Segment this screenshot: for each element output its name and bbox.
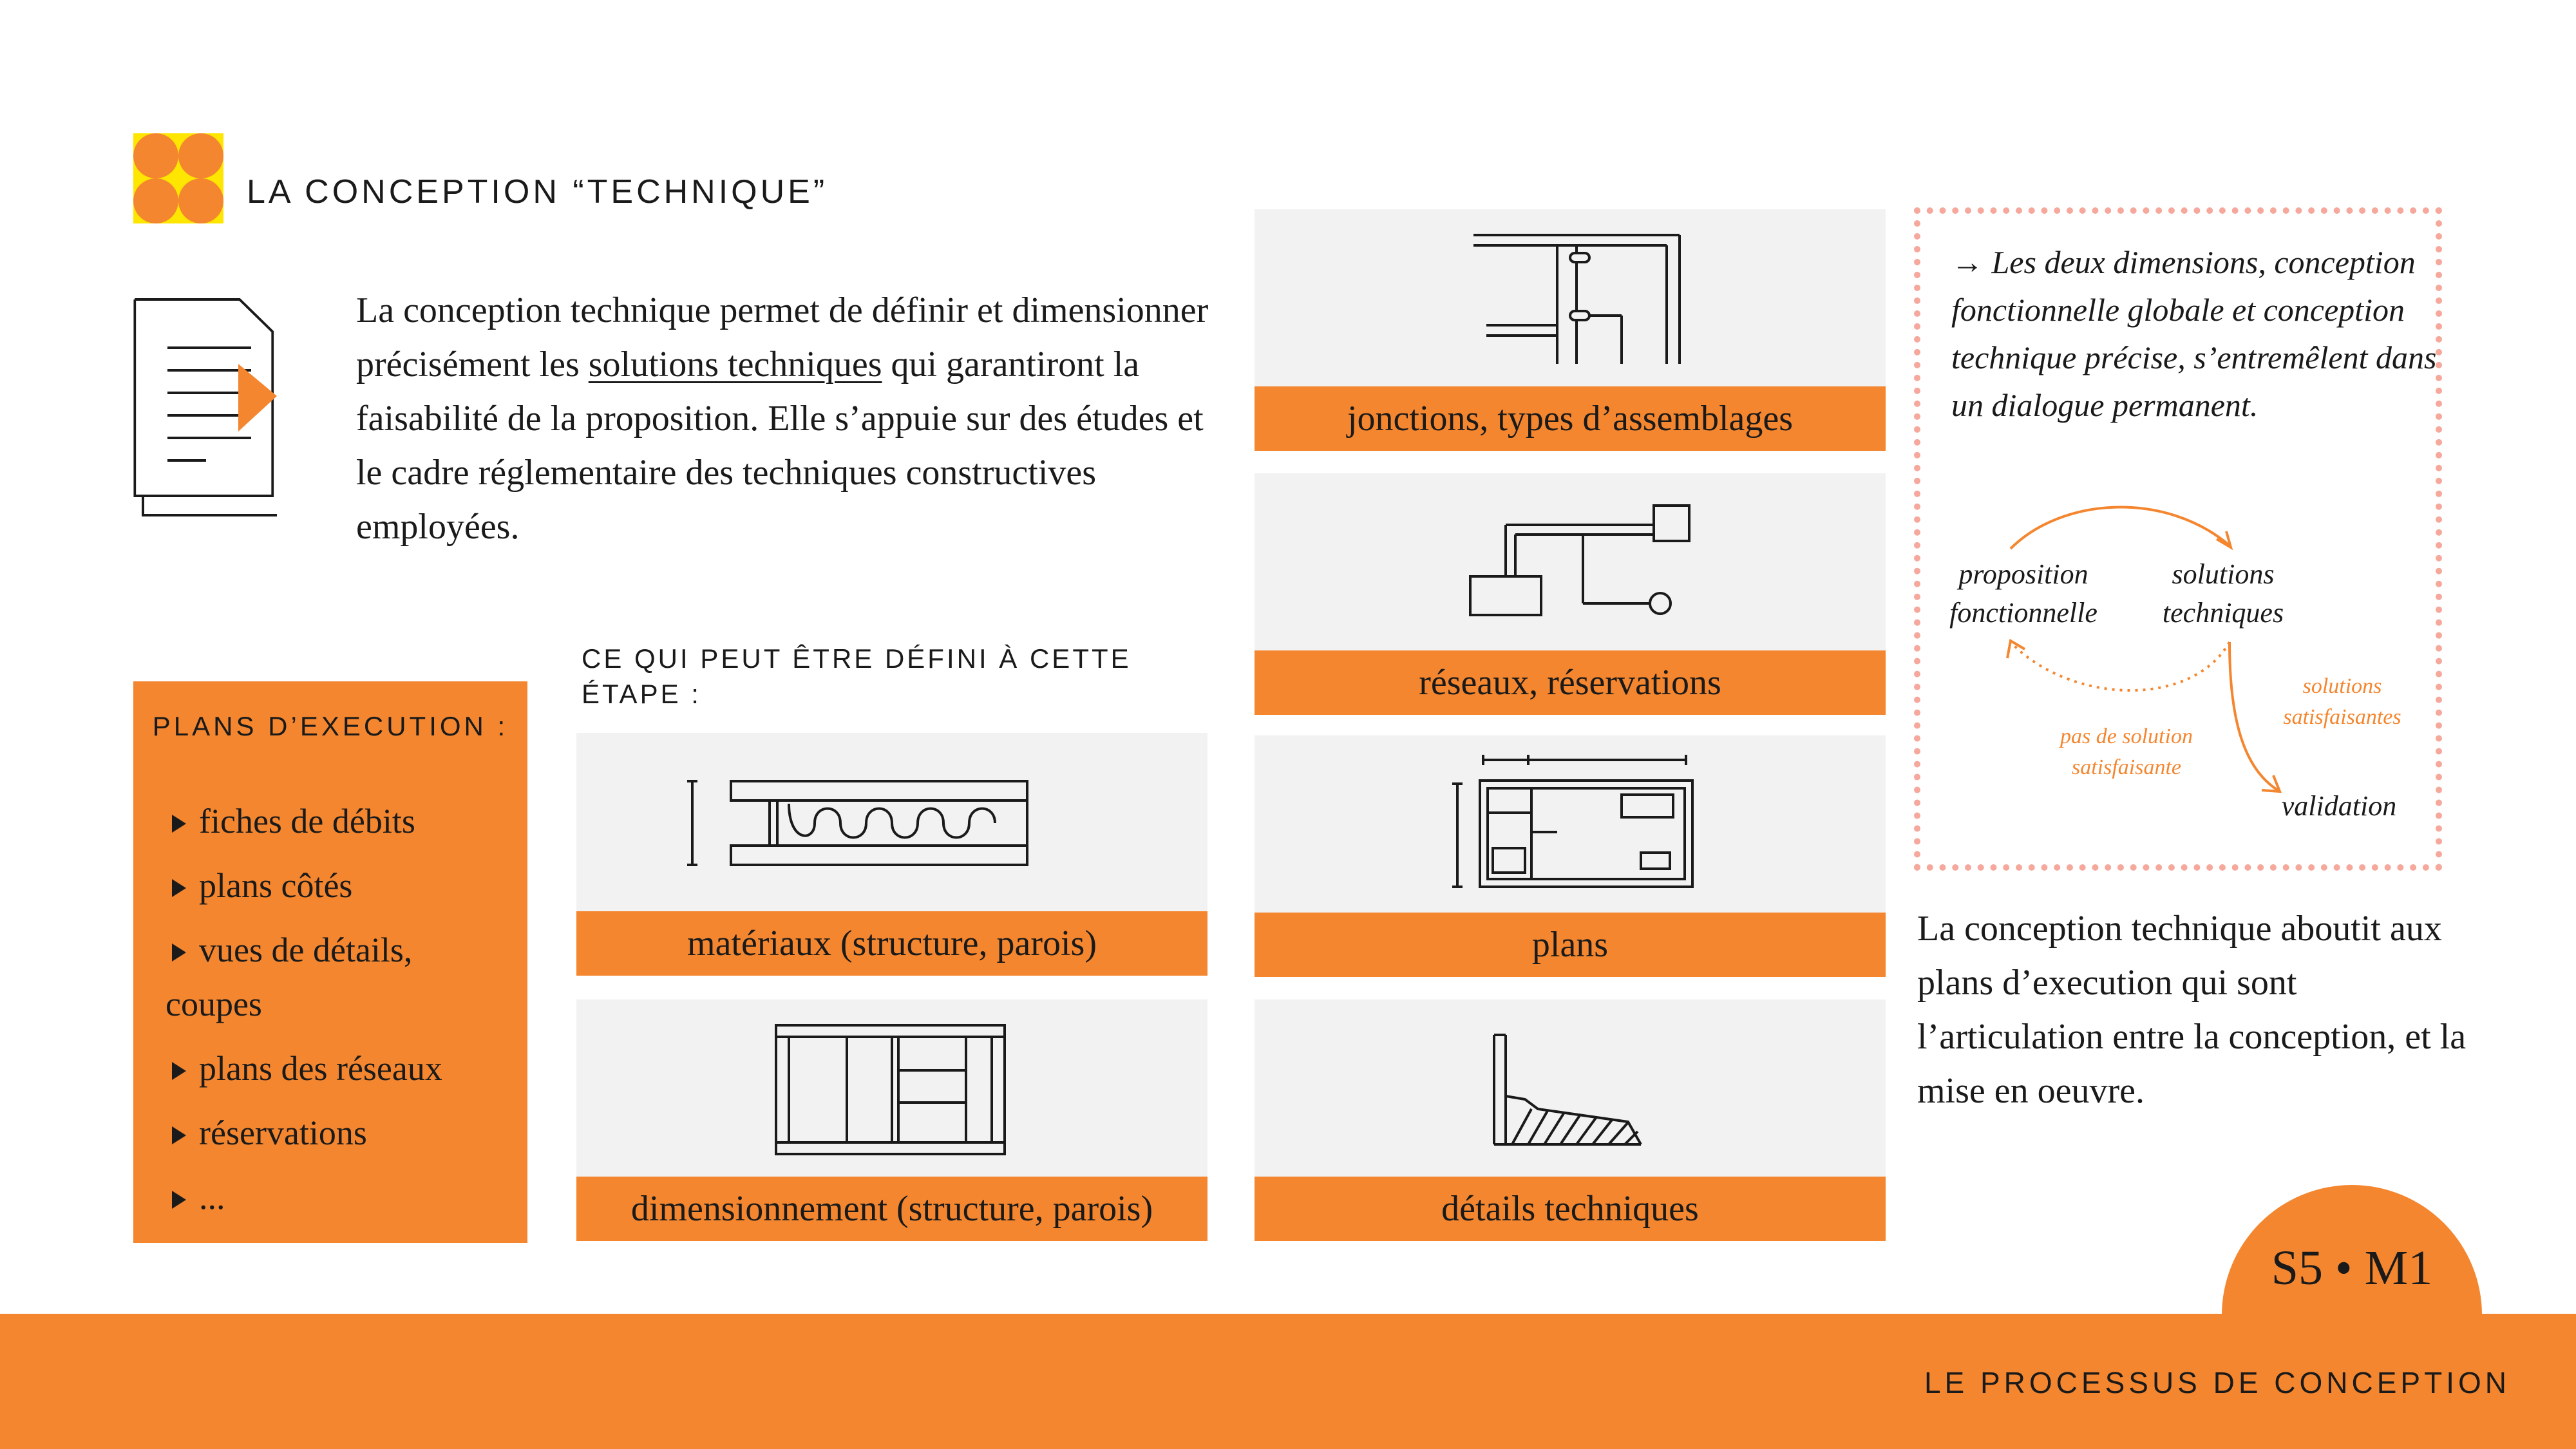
card-label: plans bbox=[1255, 913, 1886, 977]
wall-section-icon bbox=[576, 733, 1208, 911]
card-details bbox=[1255, 999, 1886, 1241]
plans-execution-box bbox=[133, 681, 527, 1243]
card-label: dimensionnement (structure, parois) bbox=[576, 1177, 1208, 1241]
document-icon bbox=[129, 293, 277, 525]
dialogue-box bbox=[1914, 207, 2442, 871]
section-title: LA CONCEPTION “TECHNIQUE” bbox=[247, 173, 828, 211]
card-label: matériaux (structure, parois) bbox=[576, 911, 1208, 976]
solutions-techniques-link[interactable]: solutions techniques bbox=[588, 345, 882, 384]
network-icon bbox=[1255, 473, 1886, 650]
card-label: réseaux, réservations bbox=[1255, 650, 1886, 715]
list-item: fiches de débits bbox=[166, 794, 513, 848]
cycle-solutions: solutions techniques bbox=[2162, 558, 2284, 629]
module-code: S5 • M1 bbox=[2271, 1241, 2433, 1295]
triangle-bullet-icon bbox=[172, 1191, 186, 1209]
card-jonctions bbox=[1255, 209, 1886, 451]
list-item: réservations bbox=[166, 1106, 513, 1160]
card-label: jonctions, types d’assemblages bbox=[1255, 386, 1886, 451]
box-title: PLANS D’EXECUTION : bbox=[152, 711, 509, 741]
triangle-bullet-icon bbox=[172, 1126, 186, 1144]
list-item: plans des réseaux bbox=[166, 1041, 513, 1095]
frame-grid-icon bbox=[576, 999, 1208, 1177]
intro-text-1: La conception technique permet de définir et dimensionner précisément les bbox=[356, 290, 1209, 384]
dialogue-quote: → Les deux dimensions, conception fonctionnelle globale et conception technique précise, s’entremêlent dans un dialogue permanent. bbox=[1951, 244, 2437, 423]
cycle-satisfaisantes: solutions satisfaisantes bbox=[2283, 674, 2401, 729]
card-materiaux bbox=[576, 733, 1208, 976]
triangle-bullet-icon bbox=[172, 815, 186, 833]
triangle-bullet-icon bbox=[172, 879, 186, 897]
box-list bbox=[166, 794, 513, 1224]
triangle-bullet-icon bbox=[172, 1062, 186, 1080]
card-dimensionnement bbox=[576, 999, 1208, 1241]
cycle-pas-de-solution: pas de solution satisfaisante bbox=[2060, 724, 2193, 779]
list-item: ... bbox=[166, 1170, 513, 1224]
conclusion-text: La conception technique aboutit aux plans d’execution qui sont l’articulation entre la conception, et la mise en oeuvre. bbox=[1917, 909, 2467, 1111]
joint-assembly-icon bbox=[1255, 209, 1886, 386]
list-item: vues de détails, coupes bbox=[166, 931, 413, 1023]
card-reseaux bbox=[1255, 473, 1886, 715]
intro-text-2: qui garantiront la faisabilité de la proposition. Elle s’appuie sur des études et le cadre réglementaire des techniques constructives employées. bbox=[356, 345, 1204, 547]
logo-icon bbox=[133, 133, 223, 223]
card-label: détails techniques bbox=[1255, 1177, 1886, 1241]
floor-plan-icon bbox=[1255, 735, 1886, 913]
cycle-proposition: proposition fonctionnelle bbox=[1949, 558, 2098, 629]
cycle-validation: validation bbox=[2281, 790, 2397, 822]
list-item: plans côtés bbox=[166, 858, 513, 913]
card-plans bbox=[1255, 735, 1886, 977]
intro-paragraph bbox=[356, 283, 1213, 554]
subheading: CE QUI PEUT ÊTRE DÉFINI À CETTE ÉTAPE : bbox=[582, 643, 1132, 709]
footer-bar bbox=[0, 1314, 2576, 1449]
footer-title: LE PROCESSUS DE CONCEPTION bbox=[1924, 1366, 2510, 1399]
triangle-bullet-icon bbox=[172, 943, 186, 961]
technical-detail-icon bbox=[1255, 999, 1886, 1177]
